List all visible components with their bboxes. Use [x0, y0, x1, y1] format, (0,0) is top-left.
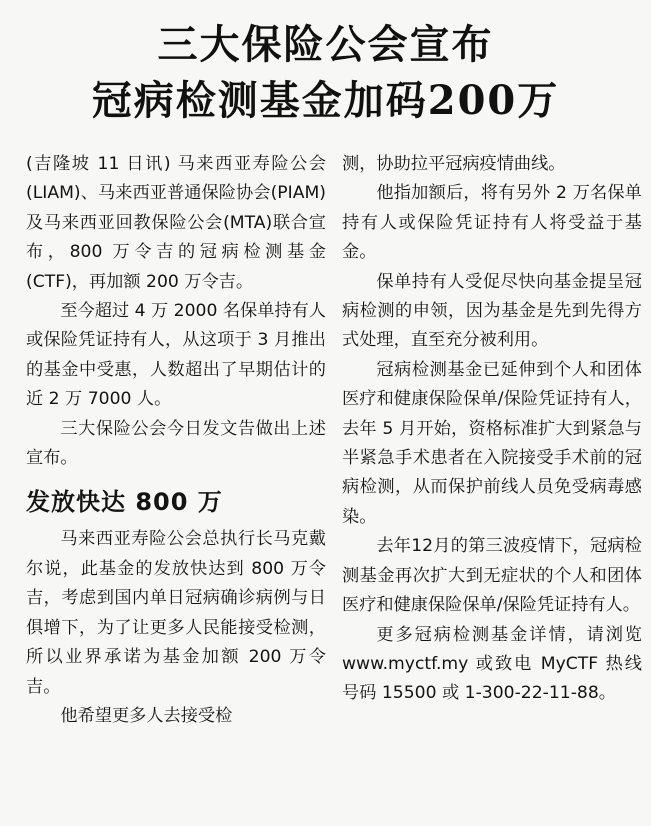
article-paragraph: 测，协助拉平冠病疫情曲线。 [342, 154, 566, 174]
article-paragraph: 冠病检测基金已延伸到个人和团体医疗和健康保险保单/保险凭证持有人，去年 5 月开始，资格标准扩大到紧急与半紧急手术患者在入院接受手术前的冠病检测，从而保护前线人员免受病毒感染。 [342, 359, 642, 527]
article-paragraph: 至今超过 4 万 2000 名保单持有人或保险凭证持有人，从这项于 3 月推出的基金中受惠，人数超出了早期估计的近 2 万 7000 人。 [26, 301, 326, 410]
left-column [26, 150, 326, 731]
article-paragraph: 保单持有人受促尽快向基金提呈冠病检测的申领，因为基金是先到先得方式处理，直至充分被利用。 [342, 271, 642, 351]
article-paragraph: (吉隆坡 11 日讯) 马来西亚寿险公会(LIAM)、马来西亚普通保险协会(PIAM)及马来西亚回教保险公会(MTA)联合宣布，800 万令吉的冠病检测基金(CTF)，再加额 200 万令吉。 [26, 154, 326, 292]
article-paragraph: 他希望更多人去接受检 [60, 705, 233, 726]
right-column [342, 150, 642, 709]
headline-line-1: 三大保险公会宣布 [157, 21, 494, 68]
article-paragraph: 去年12月的第三波疫情下，冠病检测基金再次扩大到无症状的个人和团体医疗和健康保险保单/保险凭证持有人。 [342, 536, 642, 616]
article-paragraph: 马来西亚寿险公会总执行长马克戴尔说，此基金的发放快达到 800 万令吉，考虑到国内单日冠病确诊病例与日俱增下，为了让更多人民能接受检测，所以业界承诺为基金加额 200 万令吉。 [26, 529, 326, 697]
subheading: 发放快达 800 万 [26, 488, 223, 517]
article-paragraph: 三大保险公会今日发文告做出上述宣布。 [26, 418, 326, 469]
article-paragraph: 更多冠病检测基金详情，请浏览 www.myctf.my 或致电 MyCTF 热线号码 15500 或 1-300-22-11-88。 [342, 624, 642, 704]
article-paragraph: 他指加额后，将有另外 2 万名保单持有人或保险凭证持有人将受益于基金。 [342, 183, 642, 263]
headline-line-2: 冠病检测基金加码200万 [91, 77, 560, 124]
